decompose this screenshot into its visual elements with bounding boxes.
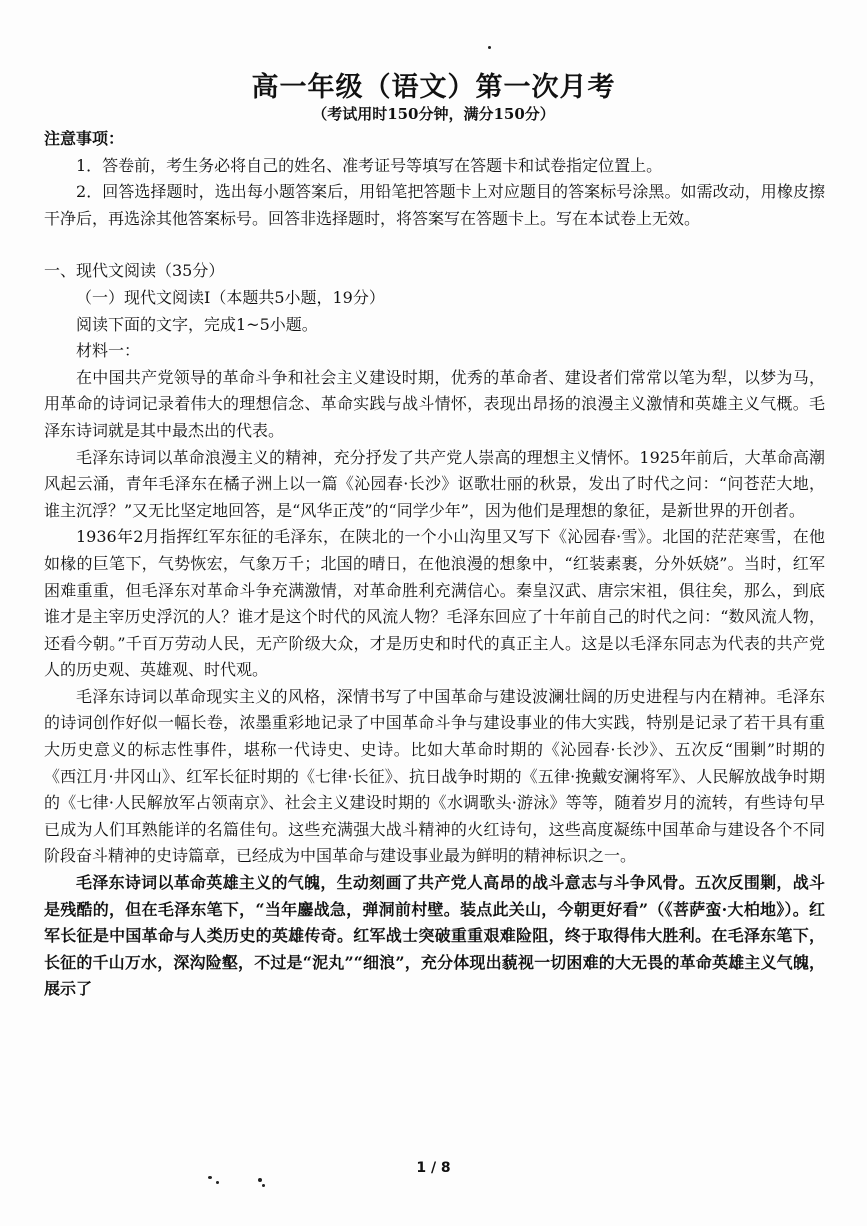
passage-paragraph: 1936年2月指挥红军东征的毛泽东，在陕北的一个小山沟里又写下《沁园春·雪》。北国的茫茫寒雪，在他如椽的巨笔下，气势恢宏，气象万千；北国的晴日，在他浪漫的想象中，“红装素裹，分外妖娆”。当时，红军困难重重，但毛泽东对革命斗争充满激情，对革命胜利充满信心。秦皇汉武、唐宗宋祖，俱往矣，那么，到底谁才是主宰历史浮沉的人？谁才是这个时代的风流人物？毛泽东回应了十年前自己的时代之问：“数风流人物，还看今朝。”千百万劳动人民，无产阶级大众，才是历史和时代的真正主人。这是以毛泽东同志为代表的共产党人的历史观、英雄观、时代观。 (44, 527, 825, 680)
notice-item-1: 1．答卷前，考生务必将自己的姓名、准考证号等填写在答题卡和试卷指定位置上。 (76, 155, 663, 175)
exam-content (44, 126, 825, 1003)
scan-speck (258, 1178, 262, 1182)
scan-speck (262, 1184, 265, 1187)
page-number: 1 / 8 (416, 1160, 451, 1176)
section-heading: 一、现代文阅读（35分） (44, 261, 225, 281)
passage-paragraph: 毛泽东诗词以革命英雄主义的气魄，生动刻画了共产党人高昂的战斗意志与斗争风骨。五次反围剿，战斗是残酷的，但在毛泽东笔下，“当年鏖战急，弹洞前村壁。装点此关山，今朝更好看”（《菩萨蛮·大柏地》）。红军长征是中国革命与人类历史的英雄传奇。红军战士突破重重艰难险阻，终于取得伟大胜利。在毛泽东笔下，长征的千山万水，深沟险壑，不过是“泥丸”“细浪”，充分体现出藐视一切困难的大无畏的革命英雄主义气魄，展示了 (44, 873, 825, 999)
notice-heading: 注意事项： (44, 129, 125, 148)
scan-speck (216, 1181, 219, 1184)
passage-paragraph: 毛泽东诗词以革命现实主义的风格，深情书写了中国革命与建设波澜壮阔的历史进程与内在精神。毛泽东的诗词创作好似一幅长卷，浓墨重彩地记录了中国革命斗争与建设事业的伟大实践，特别是记录了若干具有重大历史意义的标志性事件，堪称一代诗史、史诗。比如大革命时期的《沁园春·长沙》、五次反“围剿”时期的《西江月·井冈山》、红军长征时期的《七律·长征》、抗日战争时期的《五律·挽戴安澜将军》、人民解放战争时期的《七律·人民解放军占领南京》、社会主义建设时期的《水调歌头·游泳》等等，随着岁月的流转，有些诗句早已成为人们耳熟能详的名篇佳句。这些充满强大战斗精神的火红诗句，这些高度凝练中国革命与建设各个不同阶段奋斗精神的史诗篇章，已经成为中国革命与建设事业最为鲜明的精神标识之一。 (44, 686, 825, 866)
passage-paragraph: 毛泽东诗词以革命浪漫主义的精神，充分抒发了共产党人崇高的理想主义情怀。1925年前后，大革命高潮风起云涌，青年毛泽东在橘子洲上以一篇《沁园春·长沙》讴歌壮丽的秋景，发出了时代之问：“问苍茫大地，谁主沉浮？”又无比坚定地回答，是“风华正茂”的“同学少年”，因为他们是理想的象征，是新世界的开创者。 (44, 447, 825, 520)
notice-item-2: 2．回答选择题时，选出每小题答案后，用铅笔把答题卡上对应题目的答案标号涂黑。如需改动，用橡皮擦干净后，再选涂其他答案标号。回答非选择题时，将答案写在答题卡上。写在本试卷上无效。 (44, 182, 825, 228)
scan-speck (208, 1176, 212, 1179)
page-subtitle: （考试用时150分钟，满分150分） (312, 105, 555, 123)
section-subheading: （一）现代文阅读Ⅰ（本题共5小题，19分） (76, 287, 385, 307)
reading-instruction: 阅读下面的文字，完成1~5小题。 (76, 314, 318, 334)
scan-speck (488, 46, 491, 49)
passage-paragraph: 在中国共产党领导的革命斗争和社会主义建设时期，优秀的革命者、建设者们常常以笔为犁，以梦为马，用革命的诗词记录着伟大的理想信念、革命实践与战斗情怀，表现出昂扬的浪漫主义激情和英雄主义气概。毛泽东诗词就是其中最杰出的代表。 (44, 367, 825, 440)
section-spacer (44, 232, 825, 258)
page-title: 高一年级（语文）第一次月考 (251, 72, 616, 103)
material-label: 材料一： (76, 341, 141, 361)
